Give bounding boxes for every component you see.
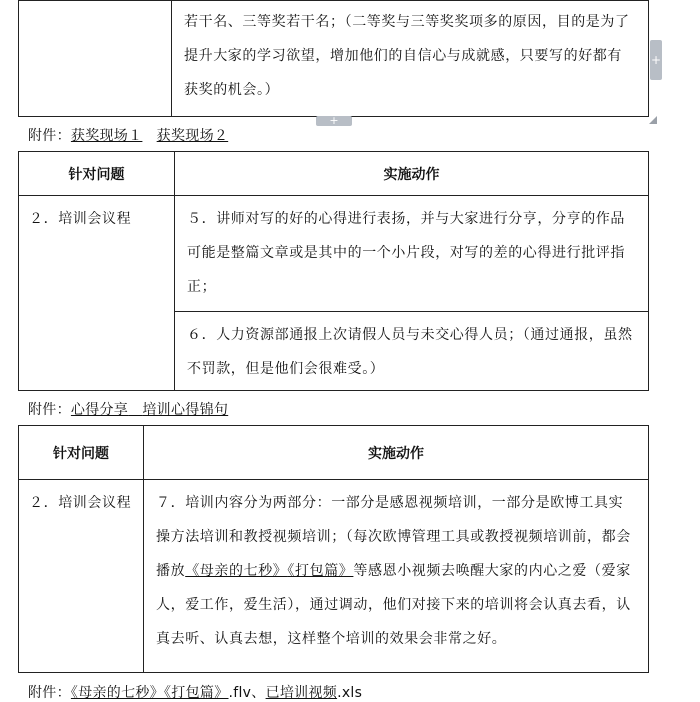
video-link-packing[interactable]: 《打包篇》 <box>287 563 354 579</box>
award-table <box>18 0 649 117</box>
plus-icon: + <box>650 53 662 67</box>
plus-icon: + <box>329 114 339 127</box>
header-action: 实施动作 <box>175 152 649 196</box>
attachment-link-sharing[interactable]: 心得分享 <box>70 402 129 418</box>
action-cell-7 <box>144 480 649 673</box>
attachment-line-3 <box>28 682 362 702</box>
award-action-text: 若干名、三等奖若干名；（二等奖与三等奖奖项多的原因，目的是为了提升大家的学习欲望，增加他们的自信心与成就感，只要写的好都有获奖的机会。） <box>184 14 630 98</box>
attachment-line-2 <box>28 399 228 419</box>
award-action-cell <box>172 1 649 117</box>
action-text-6: ６．人力资源部通报上次请假人员与未交心得人员；（通过通报，虽然不罚款，但是他们会很难受。） <box>187 327 633 377</box>
action-text-7-part2: 等感恩小视频去唤醒大家的内心之爱（爱家人，爱工作，爱生活），通过调动，他们对接下来的培训将会认真去看，认真去听、认真去想，这样整个培训的效果会非常之好。 <box>156 563 631 647</box>
training-table-1 <box>18 151 649 391</box>
header-issue: 针对问题 <box>19 152 175 196</box>
add-column-button[interactable] <box>650 40 662 80</box>
action-text-7-part1: ７．培训内容分为两部分：一部分是感恩视频培训，一部分是欧博工具实操方法培训和教授视频培训；（每次欧博管理工具或教授视频培训前，都会播放 <box>156 495 631 579</box>
attachment-link-quotes[interactable]: 培训心得锦句 <box>142 402 229 418</box>
award-issue-cell <box>19 1 172 117</box>
attachment-prefix: 附件： <box>28 128 71 144</box>
attachment-prefix: 附件： <box>28 402 71 418</box>
video-link-mother[interactable]: 《母亲的七秒》 <box>185 563 288 579</box>
training-table-2 <box>18 425 649 673</box>
table-resize-handle[interactable] <box>649 116 657 124</box>
attachment-link-award-scene-2[interactable]: 获奖现场２ <box>156 128 229 144</box>
header-issue: 针对问题 <box>19 426 144 480</box>
action-cell-6 <box>175 312 649 391</box>
action-cell-5 <box>175 196 649 312</box>
attachment-link-award-scene-1[interactable]: 获奖现场１ <box>70 128 143 144</box>
issue-label: ２．培训会议程 <box>29 495 132 511</box>
issue-cell <box>19 480 144 673</box>
attachment-link-videos[interactable]: 《母亲的七秒》《打包篇》 <box>70 685 229 701</box>
issue-label: ２．培训会议程 <box>29 211 132 227</box>
attachment-link-trained-videos[interactable]: 已培训视频 <box>265 685 338 701</box>
header-action: 实施动作 <box>144 426 649 480</box>
attachment-ext-xls: .xls <box>337 685 363 701</box>
add-row-button[interactable] <box>316 116 352 126</box>
attachment-ext-flv: .flv、 <box>228 685 266 701</box>
action-text-5: ５．讲师对写的好的心得进行表扬，并与大家进行分亨，分亨的作品可能是整篇文章或是其中的一个小片段，对写的差的心得进行批评指正； <box>187 211 625 295</box>
issue-cell <box>19 196 175 391</box>
attachment-prefix: 附件： <box>28 685 71 701</box>
attachment-line-1 <box>28 125 228 145</box>
action-text-7 <box>144 480 648 660</box>
